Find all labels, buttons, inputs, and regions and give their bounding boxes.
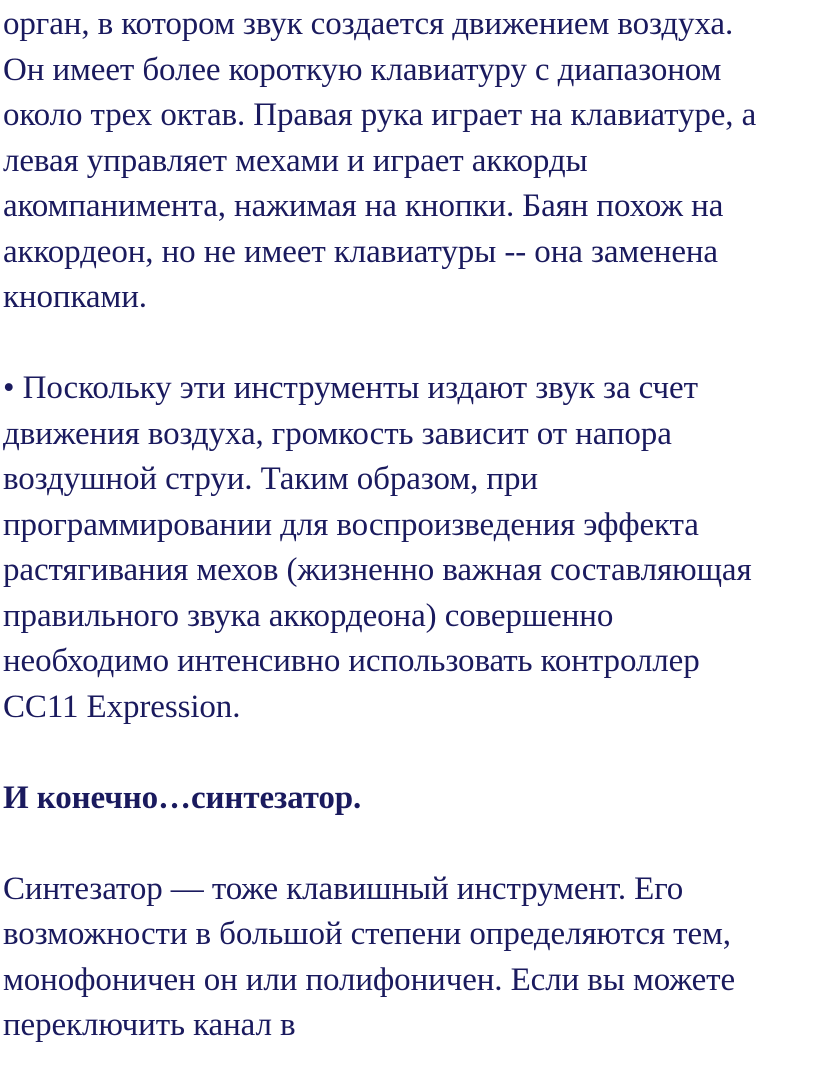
paragraph-1-line-1: орган, в котором звук создается движением воздуха. bbox=[3, 6, 734, 42]
section-heading: И конечно…синтезатор. bbox=[3, 780, 362, 816]
paragraph-3-line-2: возможности в большой степени определяются тем, bbox=[3, 916, 731, 952]
paragraph-1-line-3: около трех октав. Правая рука играет на клавиатуре, а bbox=[3, 97, 757, 133]
paragraph-2-line-8: CC11 Expression. bbox=[3, 689, 241, 725]
paragraph-2-line-1: • Поскольку эти инструменты издают звук за счет bbox=[3, 370, 698, 406]
paragraph-2-line-2: движения воздуха, громкость зависит от напора bbox=[3, 416, 672, 452]
paragraph-2-line-3: воздушной струи. Таким образом, при bbox=[3, 461, 538, 497]
paragraph-3-line-1: Синтезатор — тоже клавишный инструмент. Его bbox=[3, 871, 684, 907]
paragraph-3-line-3: монофоничен он или полифоничен. Если вы можете bbox=[3, 962, 736, 998]
paragraph-1-line-4: левая управляет мехами и играет аккорды bbox=[3, 143, 588, 179]
paragraph-1-line-6: аккордеон, но не имеет клавиатуры -- она заменена bbox=[3, 234, 718, 270]
paragraph-2-line-5: растягивания мехов (жизненно важная составляющая bbox=[3, 552, 752, 588]
paragraph-2-line-6: правильного звука аккордеона) совершенно bbox=[3, 598, 614, 634]
paragraph-2-line-4: программировании для воспроизведения эффекта bbox=[3, 507, 699, 543]
paragraph-2-line-7: необходимо интенсивно использовать контроллер bbox=[3, 643, 700, 679]
paragraph-1-line-7: кнопками. bbox=[3, 279, 147, 315]
paragraph-3-line-4: переключить канал в bbox=[3, 1007, 296, 1043]
paragraph-1-line-5: акомпанимента, нажимая на кнопки. Баян похож на bbox=[3, 188, 724, 224]
paragraph-1-line-2: Он имеет более короткую клавиатуру с диапазоном bbox=[3, 52, 722, 88]
